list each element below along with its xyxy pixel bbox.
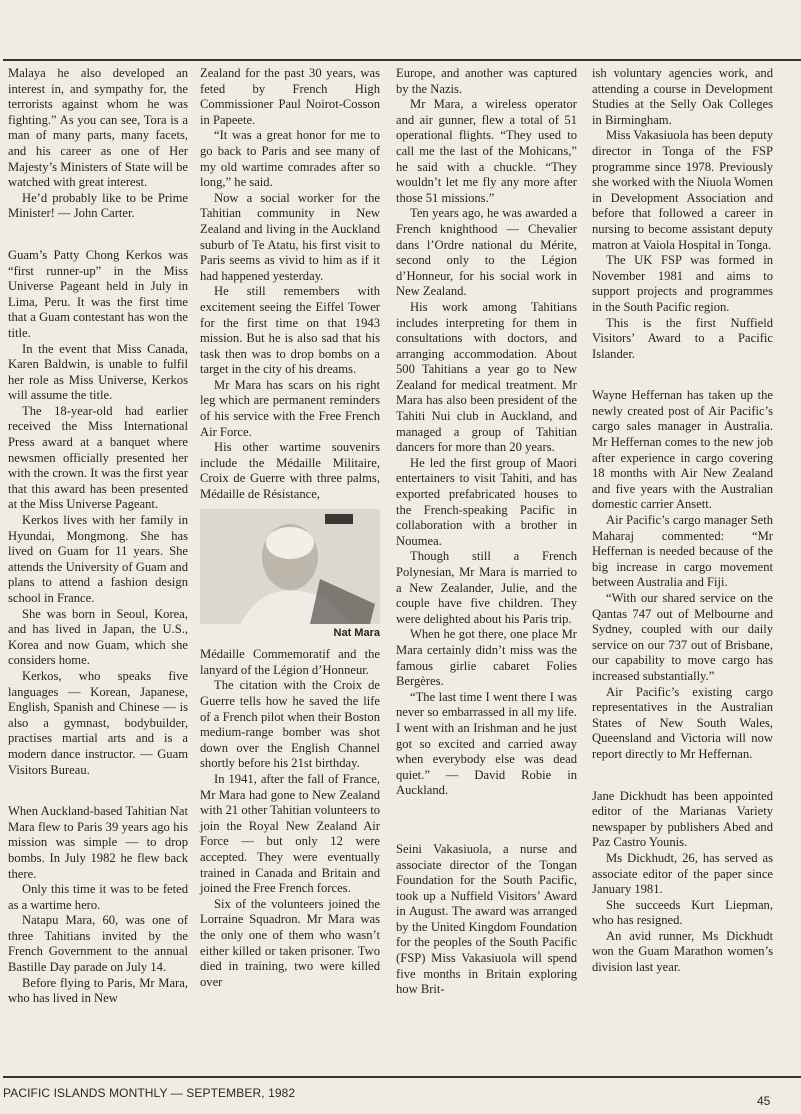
paragraph: “With our shared service on the Qantas 747 out of Melbourne and Sydney, coupled with our daily service on our 737 out of Brisbane, our capability to move cargo has increased substantially.” bbox=[592, 591, 773, 683]
paragraph: “It was a great honor for me to go back to Paris and see many of my old wartime comrades after so long,” he said. bbox=[200, 128, 380, 190]
paragraph: Europe, and another was captured by the Nazis. bbox=[396, 66, 577, 96]
paragraph: This is the first Nuffield Visitors’ Award to a Pacific Islander. bbox=[592, 315, 773, 361]
paragraph: Seini Vakasiuola, a nurse and associate director of the Tongan Foundation for the South Pacific, took up a Nuffield Visitors’ Award in August. The award was arranged by the United Kingdom Foundation for the peoples of the South Pacific (FSP) Miss Vakasiuola will spend five months in Britain exploring how Brit- bbox=[396, 841, 577, 997]
publication-footer: PACIFIC ISLANDS MONTHLY — SEPTEMBER, 1982 bbox=[3, 1086, 296, 1100]
paragraph: Natapu Mara, 60, was one of three Tahitians invited by the French Government to the annual Bastille Day parade on July 14. bbox=[8, 913, 188, 975]
paragraph: Air Pacific’s cargo manager Seth Maharaj commented: “Mr Heffernan is needed because of the big increase in cargo movement between Australia and Fiji. bbox=[592, 513, 773, 590]
paragraph: In the event that Miss Canada, Karen Baldwin, is unable to fulfil her role as Miss Universe, Kerkos will assume the title. bbox=[8, 341, 188, 403]
paragraph: His other wartime souvenirs include the Médaille Militaire, Croix de Guerre with three palms, Médaille de Résistance, bbox=[200, 440, 380, 502]
portrait-illustration bbox=[200, 509, 380, 624]
paragraph: When Auckland-based Tahitian Nat Mara flew to Paris 39 years ago his mission was simple — to drop bombs. In July 1982 he flew back there. bbox=[8, 804, 188, 881]
paragraph: He’d probably like to be Prime Minister! — John Carter. bbox=[8, 190, 188, 221]
paragraph: Jane Dickhudt has been appointed editor of the Marianas Variety newspaper by publishers Abed and Paz Castro Younis. bbox=[592, 788, 773, 850]
column-1 bbox=[8, 66, 188, 1007]
photo-caption: Nat Mara bbox=[333, 626, 380, 639]
nat-mara-photo bbox=[200, 509, 380, 624]
paragraph: ish voluntary agencies work, and attending a course in Development Studies at the Selly Oak Colleges in Birmingham. bbox=[592, 66, 773, 127]
column-3 bbox=[396, 66, 577, 998]
paragraph: Guam’s Patty Chong Kerkos was “first runner-up” in the Miss Universe Pageant held in July in Lima, Peru. It was the first time that a Guam contestant has won the title. bbox=[8, 247, 188, 340]
top-rule bbox=[3, 59, 801, 61]
paragraph: He led the first group of Maori entertainers to visit Tahiti, and has exported prefabricated houses to the French-speaking Pacific in collaboration with a brother in Noumea. bbox=[396, 455, 577, 548]
paragraph: Zealand for the past 30 years, was feted by French High Commissioner Paul Noirot-Cosson in Papeete. bbox=[200, 66, 380, 127]
paragraph: Médaille Commemoratif and the lanyard of the Légion d’Honneur. bbox=[200, 647, 380, 677]
paragraph: Wayne Heffernan has taken up the newly created post of Air Pacific’s cargo sales manager in Australia. Mr Heffernan comes to the new job after experience in cargo covering 18 months with Air New Zealand and five years with the Australian domestic carrier Ansett. bbox=[592, 388, 773, 512]
paragraph: In 1941, after the fall of France, Mr Mara had gone to New Zealand with 21 other Tahitian volunteers to join the Royal New Zealand Air Force — but only 12 were accepted. They were eventually trained in Canada and Britain and joined the Free French forces. bbox=[200, 771, 380, 896]
paragraph: Though still a French Polynesian, Mr Mara is married to a New Zealander, Julie, and the couple have five children. They were delighted about his Paris trip. bbox=[396, 549, 577, 626]
paragraph: Before flying to Paris, Mr Mara, who has lived in New bbox=[8, 975, 188, 1006]
paragraph: An avid runner, Ms Dickhudt won the Guam Marathon women’s division last year. bbox=[592, 928, 773, 975]
paragraph: Ms Dickhudt, 26, has served as associate editor of the paper since January 1981. bbox=[592, 850, 773, 897]
paragraph: Kerkos, who speaks five languages — Korean, Japanese, English, Spanish and Chinese — is also a gymnast, bodybuilder, practises martial arts and is a modern dance instructor. — Guam Visitors Bureau. bbox=[8, 668, 188, 777]
paragraph: Miss Vakasiuola has been deputy director in Tonga of the FSP programme since 1978. Previously she worked with the Niuola Women in Development Association and before that followed a career in nursing to become assistant deputy matron at Vaiola Hospital in Tonga. bbox=[592, 128, 773, 252]
paragraph: Six of the volunteers joined the Lorraine Squadron. Mr Mara was the only one of them who wasn’t either killed or taken prisoner. Two died in training, two were killed over bbox=[200, 896, 380, 989]
paragraph: His work among Tahitians includes interpreting for them in consultations with doctors, and arranging accommodation. About 500 Tahitians a year go to New Zealand for medical treatment. Mr Mara has also been president of the Tahiti Nui club in Auckland, and managed a group of Tahitian dancers for more than 20 years. bbox=[396, 299, 577, 455]
paragraph: The citation with the Croix de Guerre tells how he saved the life of a French pilot when their Boston medium-range bomber was shot down over the English Channel shortly before his 21st birthday. bbox=[200, 678, 380, 771]
paragraph: Ten years ago, he was awarded a French knighthood — Chevalier dans l’Ordre national du Mérite, second only to the Légion d’Honneur, for his social work in New Zealand. bbox=[396, 206, 577, 299]
paragraph: Now a social worker for the Tahitian community in New Zealand and living in the Auckland suburb of Te Atatu, his first visit to Paris seems as vivid to him as if it had happened yesterday. bbox=[200, 190, 380, 283]
paragraph: Air Pacific’s existing cargo representatives in the Australian States of New South Wales, Queensland and Victoria will now report directly to Mr Heffernan. bbox=[592, 684, 773, 761]
paragraph: The UK FSP was formed in November 1981 and aims to support projects and programmes in the South Pacific region. bbox=[592, 253, 773, 314]
paragraph: She was born in Seoul, Korea, and has lived in Japan, the U.S., Korea and now Guam, which she considers home. bbox=[8, 606, 188, 668]
paragraph: She succeeds Kurt Liepman, who has resigned. bbox=[592, 897, 773, 928]
paragraph: He still remembers with excitement seeing the Eiffel Tower for the first time on that 1943 mission. But he is also sad that his task then was to drop bombs on a target in the city of his dreams. bbox=[200, 284, 380, 377]
page-number: 45 bbox=[757, 1094, 771, 1108]
column-2 bbox=[200, 66, 380, 990]
paragraph: Malaya he also developed an interest in, and sympathy for, the terrorists against whom he was fighting.” As you can see, Tora is a man of many parts, many facets, and his career as one of Her Majesty’s Ministers of State will be watched with great interest. bbox=[8, 66, 188, 190]
paragraph: “The last time I went there I was never so embarrassed in all my life. I went with an Irishman and he just got so excited and carried away when everybody else was dead quiet.” — David Robie in Auckland. bbox=[396, 689, 577, 798]
paragraph: Only this time it was to be feted as a wartime hero. bbox=[8, 882, 188, 912]
paragraph: Kerkos lives with her family in Hyundai, Mongmong. She has lived on Guam for 11 years. She attends the University of Guam and plans to attend a fashion design school in France. bbox=[8, 513, 188, 605]
column-4 bbox=[592, 66, 773, 976]
paragraph: The 18-year-old had earlier received the Miss International Press award at a banquet where newsmen officially presented her with the crown. It was the first year that this award has been presented at the Miss Universe Pageant. bbox=[8, 403, 188, 512]
paragraph: When he got there, one place Mr Mara certainly didn’t miss was the famous girlie cabaret Folies Bergères. bbox=[396, 627, 577, 689]
paragraph: Mr Mara has scars on his right leg which are permanent reminders of his service with the Free French Air Force. bbox=[200, 377, 380, 439]
paragraph: Mr Mara, a wireless operator and air gunner, flew a total of 51 operational flights. “They used to call me the last of the Mohicans,” he said with a chuckle. “They wouldn’t let me fly any more after those 51 missions.” bbox=[396, 97, 577, 205]
footer-rule bbox=[3, 1076, 801, 1078]
